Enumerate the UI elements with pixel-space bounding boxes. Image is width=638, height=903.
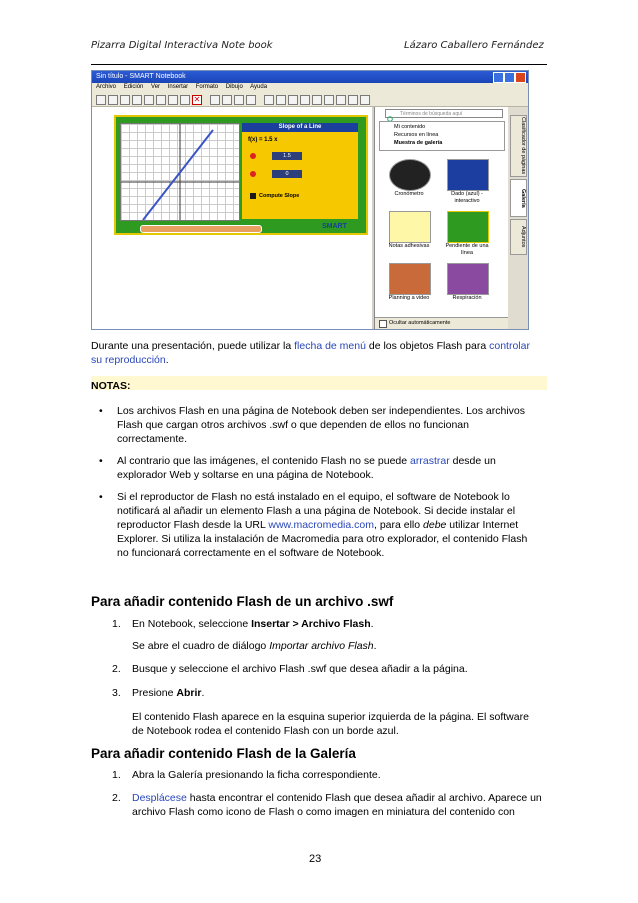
select-icon[interactable] [264, 95, 274, 105]
window-titlebar [92, 71, 528, 83]
intercept-field[interactable]: 0 [272, 170, 302, 178]
step-text [132, 791, 552, 819]
pen-icon[interactable] [276, 95, 286, 105]
fill-icon[interactable] [336, 95, 346, 105]
toolbar [92, 92, 528, 107]
gallery-search-input[interactable]: Términos de búsqueda aquí [385, 109, 503, 118]
step-number: 1. [112, 769, 121, 781]
tree-muestra[interactable]: Muestra de galería [394, 140, 443, 146]
intro-paragraph [91, 339, 551, 367]
creative-pen-icon[interactable] [288, 95, 298, 105]
delete-icon[interactable]: ✕ [193, 95, 201, 104]
pane-footer [375, 317, 509, 330]
section1-title: Para añadir contenido Flash de un archivo .swf [91, 594, 394, 609]
step-3-note: El contenido Flash aparece en la esquina superior izquierda de la página. El software de Notebook rodea el contenido Flash con un borde azul. [132, 711, 529, 737]
s1-bold: Insertar > Archivo Flash [251, 618, 371, 630]
link-macromedia[interactable]: www.macromedia.com [268, 519, 374, 531]
autohide-checkbox[interactable] [379, 320, 387, 328]
s1-post: . [370, 618, 374, 630]
step-1-note [132, 639, 542, 653]
screen-shade-icon[interactable] [210, 95, 220, 105]
debe-emphasis: debe [423, 519, 447, 531]
tree-mi-contenido[interactable]: Mi contenido [394, 124, 426, 130]
notas-bar [91, 376, 547, 390]
step-text [132, 686, 552, 700]
menu-insertar[interactable]: Insertar [167, 84, 189, 90]
s1-note-italic: Importar archivo Flash [269, 640, 374, 652]
menubar [92, 83, 528, 92]
tab-gallery[interactable]: Galería [510, 179, 527, 217]
menu-ver[interactable]: Ver [151, 84, 161, 90]
intro-text-2: de los objetos Flash para [365, 340, 490, 352]
window-title: Sin título - SMART Notebook [96, 73, 186, 80]
smart-logo: SMART [322, 223, 347, 230]
link-desplacese[interactable]: Desplácese [132, 792, 187, 804]
header-left: Pizarra Digital Interactiva Note book [91, 40, 273, 51]
menu-edicion[interactable]: Edición [123, 84, 144, 90]
menu-ayuda[interactable]: Ayuda [250, 84, 268, 90]
open-icon[interactable] [132, 95, 142, 105]
properties-icon[interactable] [360, 95, 370, 105]
link-arrastrar[interactable]: arrastrar [410, 455, 450, 467]
back-icon[interactable] [96, 95, 106, 105]
page-canvas[interactable] [92, 107, 372, 329]
compute-label[interactable]: Compute Slope [259, 193, 300, 199]
step-number: 3. [112, 687, 121, 699]
undo-icon[interactable] [168, 95, 178, 105]
gallery-tree [379, 121, 505, 151]
redo-icon[interactable] [180, 95, 190, 105]
s1-pre: En Notebook, seleccione [132, 618, 252, 630]
bullet-icon: • [99, 491, 103, 503]
thumb-respiracion[interactable] [447, 263, 489, 295]
bullet-text-3: Si el reproductor de Flash no está instalado en el equipo, el software de Notebook lo notificará al añadir un elemento Flash a una página de Notebook. Si decide instalar el reproductor Flash desde la URL www.macromedia.com, para ello debe utilizar Internet Explorer. Si utiliza la instalación de Macromedia para otro explorador, el contenido Flash no funcionará correctamente en el software de Notebook. [117, 491, 528, 559]
thumb-dado-label: Dado (azul) - interactivo [451, 191, 483, 204]
gallery-pane [374, 107, 509, 329]
menu-formato[interactable]: Formato [195, 84, 219, 90]
s3-post: . [201, 687, 205, 699]
thumb-notas[interactable] [389, 211, 431, 243]
forward-icon[interactable] [108, 95, 118, 105]
slider-track[interactable] [140, 225, 262, 233]
text-icon[interactable] [348, 95, 358, 105]
new-page-icon[interactable] [120, 95, 130, 105]
s3-bold: Abrir [176, 687, 202, 699]
tree-recursos[interactable]: Recursos en línea [394, 132, 439, 138]
intro-text-3: . [165, 354, 169, 366]
formula-label: f(x) = 1.5 x [248, 137, 278, 143]
s1-note-post: . [373, 640, 377, 652]
step-text: Busque y seleccione el archivo Flash .swf que desea añadir a la página. [132, 663, 468, 675]
bullet-text-2: Al contrario que las imágenes, el contenido Flash no se puede arrastrar desde un explorador Web y soltarse en una página de Notebook. [117, 455, 496, 481]
close-icon[interactable] [515, 72, 526, 83]
table-icon[interactable] [222, 95, 232, 105]
step-number: 1. [112, 618, 121, 630]
s3-pre: Presione [132, 687, 177, 699]
header-right: Lázaro Caballero Fernández [404, 40, 544, 51]
thumb-notas-label: Notas adhesivas [388, 243, 430, 249]
step-text: Abra la Galería presionando la ficha correspondiente. [132, 769, 381, 781]
thumb-respiracion-label: Respiración [452, 295, 482, 301]
save-icon[interactable] [144, 95, 154, 105]
bullet-icon: • [99, 405, 103, 417]
thumb-pendiente[interactable] [447, 211, 489, 243]
autohide-label: Ocultar automáticamente [389, 320, 451, 326]
section2-title: Para añadir contenido Flash de la Galería [91, 746, 356, 761]
bullet-text-1: Los archivos Flash en una página de Notebook deben ser independientes. Los archivos Flash que cargan otros archivos .swf o que dependen de ellos no funcionan correctamente. [117, 405, 526, 445]
notas-label: NOTAS: [91, 380, 131, 392]
red-dot-icon [250, 153, 256, 159]
thumb-pendiente-label: Pendiente de una línea [445, 243, 489, 256]
tab-page-sorter[interactable]: Clasificador de páginas [510, 115, 527, 177]
slope-field[interactable]: 1.5 [272, 152, 302, 160]
red-dot-icon-2 [250, 171, 256, 177]
tab-attachments[interactable]: Adjuntos [510, 219, 527, 255]
thumb-dado[interactable] [447, 159, 489, 191]
thumb-planning-label: Planning a video [388, 295, 430, 301]
step-text [132, 617, 552, 631]
thumb-cronometro[interactable] [389, 159, 431, 191]
search-icon [387, 110, 395, 117]
paste-icon[interactable] [156, 95, 166, 105]
maximize-icon[interactable] [504, 72, 515, 83]
display-icon[interactable] [234, 95, 244, 105]
s1-note-pre: Se abre el cuadro de diálogo [132, 640, 270, 652]
bullet-icon: • [99, 455, 103, 467]
notebook-screenshot [91, 70, 529, 330]
step-number: 2. [112, 663, 121, 675]
capture-icon[interactable] [246, 95, 256, 105]
compute-icon[interactable] [250, 193, 256, 199]
header-rule [91, 64, 547, 65]
thumb-planning[interactable] [389, 263, 431, 295]
shapes-icon[interactable] [324, 95, 334, 105]
eraser-icon[interactable] [300, 95, 310, 105]
slope-graph [120, 123, 240, 221]
line-icon[interactable] [312, 95, 322, 105]
flash-title: Slope of a Line [242, 123, 358, 132]
intro-text-1: Durante una presentación, puede utilizar la [91, 340, 295, 352]
link-controlar[interactable]: controlar [489, 340, 530, 352]
menu-archivo[interactable]: Archivo [96, 84, 117, 90]
menu-dibujo[interactable]: Dibujo [225, 84, 243, 90]
page-number: 23 [309, 853, 322, 865]
side-tabs [508, 107, 528, 329]
link-reproduccion[interactable]: su reproducción [91, 354, 166, 366]
link-flecha-menu[interactable]: flecha de menú [294, 340, 366, 352]
minimize-icon[interactable] [493, 72, 504, 83]
s2-rest: hasta encontrar el contenido Flash que desea añadir al archivo. Aparece un archivo Flash como icono de Flash o como imagen en miniatura del contenido con [132, 792, 542, 818]
thumb-cronometro-label: Cronómetro [394, 191, 424, 197]
step-number: 2. [112, 792, 121, 804]
